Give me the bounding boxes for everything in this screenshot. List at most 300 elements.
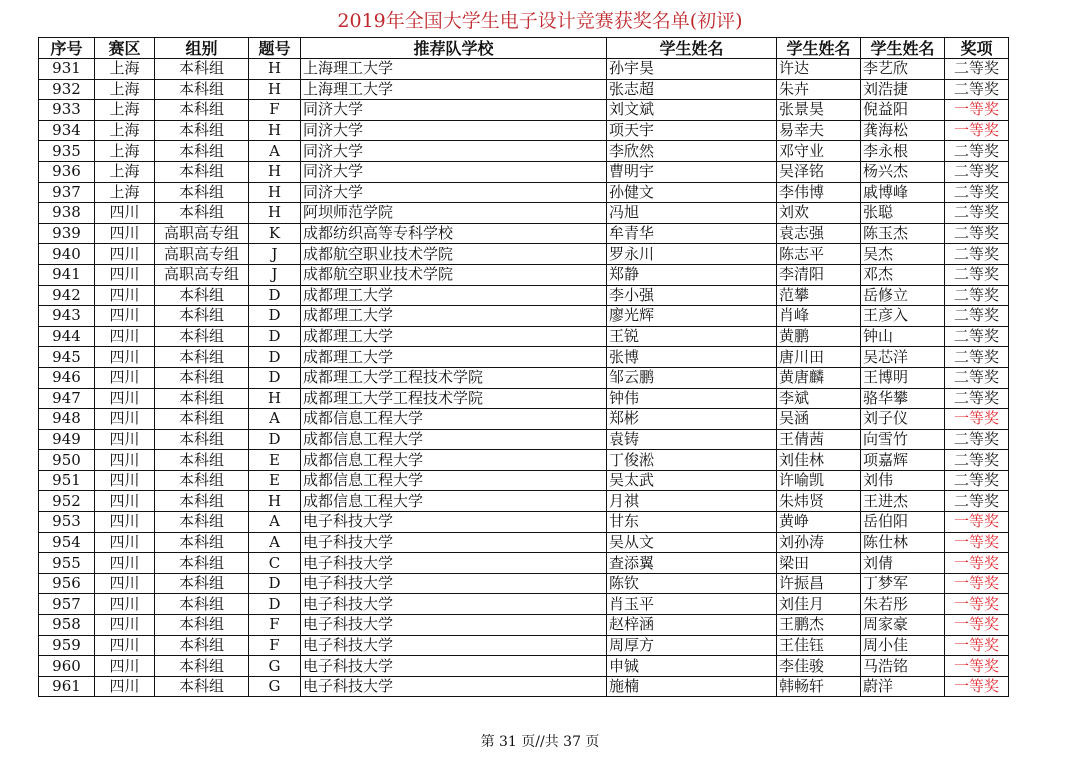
table-row	[39, 223, 1009, 244]
cell-student-3: 邓杰	[861, 264, 945, 285]
cell-student-1: 邹云鹏	[607, 367, 777, 388]
cell-problem: H	[249, 59, 301, 80]
cell-prize: 二等奖	[945, 367, 1009, 388]
cell-student-3: 钟山	[861, 326, 945, 347]
table-row	[39, 491, 1009, 512]
cell-student-2: 张景昊	[777, 100, 861, 121]
header-cell-school: 推荐队学校	[301, 38, 607, 59]
header-cell-student-2: 学生姓名	[777, 38, 861, 59]
cell-serial: 940	[39, 244, 95, 265]
cell-school: 成都信息工程大学	[301, 491, 607, 512]
cell-student-3: 倪益阳	[861, 100, 945, 121]
cell-student-2: 黄唐麟	[777, 367, 861, 388]
cell-region: 四川	[95, 450, 155, 471]
cell-student-2: 许达	[777, 59, 861, 80]
cell-school: 成都理工大学	[301, 347, 607, 368]
cell-student-1: 罗永川	[607, 244, 777, 265]
cell-student-3: 王进杰	[861, 491, 945, 512]
cell-prize: 二等奖	[945, 470, 1009, 491]
cell-group: 高职高专组	[155, 264, 249, 285]
cell-prize: 二等奖	[945, 79, 1009, 100]
cell-serial: 958	[39, 615, 95, 636]
cell-student-2: 李佳骏	[777, 656, 861, 677]
cell-school: 同济大学	[301, 161, 607, 182]
cell-group: 本科组	[155, 532, 249, 553]
cell-region: 上海	[95, 59, 155, 80]
cell-prize: 一等奖	[945, 409, 1009, 430]
cell-region: 四川	[95, 409, 155, 430]
cell-group: 本科组	[155, 367, 249, 388]
cell-student-3: 朱若彤	[861, 594, 945, 615]
cell-school: 电子科技大学	[301, 676, 607, 697]
table-row	[39, 635, 1009, 656]
header-cell-problem: 题号	[249, 38, 301, 59]
cell-student-3: 龚海松	[861, 120, 945, 141]
cell-group: 本科组	[155, 491, 249, 512]
table-row	[39, 429, 1009, 450]
cell-student-1: 张志超	[607, 79, 777, 100]
cell-student-1: 郑彬	[607, 409, 777, 430]
cell-student-1: 李小强	[607, 285, 777, 306]
cell-problem: F	[249, 615, 301, 636]
cell-group: 本科组	[155, 326, 249, 347]
table-row	[39, 367, 1009, 388]
cell-region: 四川	[95, 635, 155, 656]
cell-student-1: 曹明宇	[607, 161, 777, 182]
cell-group: 本科组	[155, 512, 249, 533]
cell-student-3: 岳伯阳	[861, 512, 945, 533]
cell-region: 四川	[95, 388, 155, 409]
cell-group: 本科组	[155, 429, 249, 450]
cell-group: 本科组	[155, 182, 249, 203]
cell-student-2: 黄鹏	[777, 326, 861, 347]
cell-student-2: 王佳钰	[777, 635, 861, 656]
cell-student-3: 骆华攀	[861, 388, 945, 409]
cell-school: 成都理工大学	[301, 326, 607, 347]
cell-problem: A	[249, 532, 301, 553]
cell-group: 本科组	[155, 553, 249, 574]
table-row	[39, 388, 1009, 409]
cell-student-1: 孙健文	[607, 182, 777, 203]
cell-student-1: 陈钦	[607, 573, 777, 594]
cell-problem: D	[249, 347, 301, 368]
cell-student-3: 李艺欣	[861, 59, 945, 80]
cell-student-1: 吴从文	[607, 532, 777, 553]
table-row	[39, 100, 1009, 121]
cell-student-1: 郑静	[607, 264, 777, 285]
cell-problem: D	[249, 594, 301, 615]
cell-region: 四川	[95, 615, 155, 636]
cell-prize: 一等奖	[945, 100, 1009, 121]
cell-student-3: 吴芯洋	[861, 347, 945, 368]
cell-school: 电子科技大学	[301, 656, 607, 677]
cell-problem: D	[249, 326, 301, 347]
cell-student-2: 刘佳林	[777, 450, 861, 471]
cell-student-2: 黄峥	[777, 512, 861, 533]
cell-prize: 一等奖	[945, 532, 1009, 553]
cell-problem: A	[249, 141, 301, 162]
cell-serial: 939	[39, 223, 95, 244]
cell-region: 四川	[95, 223, 155, 244]
cell-student-1: 孙宇昊	[607, 59, 777, 80]
cell-student-3: 周家豪	[861, 615, 945, 636]
cell-region: 上海	[95, 100, 155, 121]
cell-prize: 一等奖	[945, 573, 1009, 594]
cell-prize: 一等奖	[945, 656, 1009, 677]
cell-student-3: 王博明	[861, 367, 945, 388]
cell-serial: 941	[39, 264, 95, 285]
cell-student-3: 戚博峰	[861, 182, 945, 203]
cell-serial: 954	[39, 532, 95, 553]
table-row	[39, 182, 1009, 203]
cell-group: 本科组	[155, 594, 249, 615]
cell-serial: 932	[39, 79, 95, 100]
table-row	[39, 59, 1009, 80]
cell-serial: 936	[39, 161, 95, 182]
cell-student-2: 刘欢	[777, 203, 861, 224]
cell-student-3: 刘伟	[861, 470, 945, 491]
cell-problem: D	[249, 367, 301, 388]
table-row	[39, 512, 1009, 533]
cell-region: 上海	[95, 120, 155, 141]
cell-group: 本科组	[155, 285, 249, 306]
cell-school: 电子科技大学	[301, 615, 607, 636]
header-cell-group: 组别	[155, 38, 249, 59]
cell-problem: G	[249, 656, 301, 677]
cell-problem: C	[249, 553, 301, 574]
cell-prize: 二等奖	[945, 306, 1009, 327]
cell-region: 四川	[95, 676, 155, 697]
cell-school: 阿坝师范学院	[301, 203, 607, 224]
cell-student-3: 刘子仪	[861, 409, 945, 430]
cell-student-3: 周小佳	[861, 635, 945, 656]
cell-prize: 一等奖	[945, 615, 1009, 636]
table-row	[39, 409, 1009, 430]
cell-region: 四川	[95, 512, 155, 533]
cell-student-2: 肖峰	[777, 306, 861, 327]
cell-student-2: 吴泽铭	[777, 161, 861, 182]
cell-region: 四川	[95, 347, 155, 368]
cell-student-2: 邓守业	[777, 141, 861, 162]
cell-region: 上海	[95, 182, 155, 203]
table-row	[39, 532, 1009, 553]
cell-student-1: 申铖	[607, 656, 777, 677]
award-table	[38, 37, 1009, 697]
cell-region: 四川	[95, 656, 155, 677]
cell-group: 本科组	[155, 79, 249, 100]
cell-school: 上海理工大学	[301, 59, 607, 80]
cell-student-1: 施楠	[607, 676, 777, 697]
header-row	[39, 38, 1009, 59]
cell-prize: 一等奖	[945, 553, 1009, 574]
cell-student-3: 陈仕林	[861, 532, 945, 553]
header-cell-student-1: 学生姓名	[607, 38, 777, 59]
cell-school: 同济大学	[301, 120, 607, 141]
cell-student-2: 刘孙涛	[777, 532, 861, 553]
cell-student-1: 赵梓涵	[607, 615, 777, 636]
cell-serial: 948	[39, 409, 95, 430]
table-row	[39, 141, 1009, 162]
cell-school: 同济大学	[301, 182, 607, 203]
cell-school: 成都纺织高等专科学校	[301, 223, 607, 244]
cell-problem: E	[249, 450, 301, 471]
cell-group: 本科组	[155, 409, 249, 430]
table-row	[39, 656, 1009, 677]
cell-group: 本科组	[155, 161, 249, 182]
cell-prize: 二等奖	[945, 347, 1009, 368]
cell-prize: 二等奖	[945, 161, 1009, 182]
cell-problem: J	[249, 264, 301, 285]
cell-region: 上海	[95, 79, 155, 100]
cell-serial: 931	[39, 59, 95, 80]
table-row	[39, 594, 1009, 615]
cell-student-2: 李斌	[777, 388, 861, 409]
cell-school: 成都信息工程大学	[301, 470, 607, 491]
cell-student-3: 项嘉辉	[861, 450, 945, 471]
cell-student-1: 牟青华	[607, 223, 777, 244]
cell-prize: 一等奖	[945, 594, 1009, 615]
cell-student-1: 冯旭	[607, 203, 777, 224]
cell-group: 本科组	[155, 203, 249, 224]
cell-serial: 959	[39, 635, 95, 656]
cell-problem: G	[249, 676, 301, 697]
cell-problem: H	[249, 79, 301, 100]
cell-problem: A	[249, 409, 301, 430]
cell-student-3: 刘倩	[861, 553, 945, 574]
cell-student-2: 陈志平	[777, 244, 861, 265]
cell-problem: H	[249, 120, 301, 141]
cell-school: 电子科技大学	[301, 512, 607, 533]
cell-prize: 二等奖	[945, 203, 1009, 224]
cell-school: 成都理工大学	[301, 306, 607, 327]
cell-school: 成都航空职业技术学院	[301, 264, 607, 285]
cell-student-1: 刘文斌	[607, 100, 777, 121]
cell-problem: H	[249, 161, 301, 182]
cell-student-3: 向雪竹	[861, 429, 945, 450]
cell-problem: H	[249, 388, 301, 409]
cell-school: 成都理工大学工程技术学院	[301, 388, 607, 409]
cell-student-2: 刘佳月	[777, 594, 861, 615]
cell-serial: 935	[39, 141, 95, 162]
cell-student-2: 梁田	[777, 553, 861, 574]
cell-student-3: 杨兴杰	[861, 161, 945, 182]
cell-prize: 二等奖	[945, 141, 1009, 162]
cell-student-2: 李伟博	[777, 182, 861, 203]
cell-problem: F	[249, 100, 301, 121]
cell-student-3: 蔚洋	[861, 676, 945, 697]
cell-student-1: 袁铸	[607, 429, 777, 450]
cell-region: 四川	[95, 553, 155, 574]
cell-group: 本科组	[155, 388, 249, 409]
cell-serial: 952	[39, 491, 95, 512]
cell-serial: 937	[39, 182, 95, 203]
cell-student-3: 李永根	[861, 141, 945, 162]
cell-student-2: 韩畅轩	[777, 676, 861, 697]
cell-student-1: 项天宇	[607, 120, 777, 141]
cell-student-3: 丁梦军	[861, 573, 945, 594]
cell-group: 本科组	[155, 450, 249, 471]
cell-student-3: 刘浩捷	[861, 79, 945, 100]
cell-serial: 946	[39, 367, 95, 388]
cell-region: 四川	[95, 367, 155, 388]
cell-student-3: 陈玉杰	[861, 223, 945, 244]
cell-problem: F	[249, 635, 301, 656]
cell-group: 本科组	[155, 615, 249, 636]
cell-student-3: 张聪	[861, 203, 945, 224]
cell-student-2: 李清阳	[777, 264, 861, 285]
table-row	[39, 244, 1009, 265]
cell-problem: E	[249, 470, 301, 491]
cell-school: 同济大学	[301, 100, 607, 121]
cell-serial: 934	[39, 120, 95, 141]
cell-serial: 953	[39, 512, 95, 533]
table-body	[39, 59, 1009, 697]
cell-group: 本科组	[155, 635, 249, 656]
cell-region: 四川	[95, 244, 155, 265]
cell-school: 成都航空职业技术学院	[301, 244, 607, 265]
table-row	[39, 161, 1009, 182]
page-footer: 第 31 页//共 37 页	[480, 734, 600, 750]
cell-region: 四川	[95, 285, 155, 306]
cell-student-2: 唐川田	[777, 347, 861, 368]
table-row	[39, 306, 1009, 327]
table-row	[39, 450, 1009, 471]
cell-student-2: 范攀	[777, 285, 861, 306]
cell-prize: 二等奖	[945, 450, 1009, 471]
cell-prize: 二等奖	[945, 491, 1009, 512]
cell-region: 上海	[95, 161, 155, 182]
cell-serial: 950	[39, 450, 95, 471]
cell-student-3: 吴杰	[861, 244, 945, 265]
cell-school: 同济大学	[301, 141, 607, 162]
cell-serial: 951	[39, 470, 95, 491]
cell-prize: 二等奖	[945, 244, 1009, 265]
table-row	[39, 79, 1009, 100]
cell-group: 本科组	[155, 100, 249, 121]
cell-prize: 二等奖	[945, 59, 1009, 80]
cell-serial: 960	[39, 656, 95, 677]
cell-student-1: 王锐	[607, 326, 777, 347]
cell-prize: 一等奖	[945, 676, 1009, 697]
cell-student-2: 许振昌	[777, 573, 861, 594]
cell-region: 四川	[95, 491, 155, 512]
cell-prize: 二等奖	[945, 326, 1009, 347]
cell-school: 成都信息工程大学	[301, 429, 607, 450]
cell-serial: 938	[39, 203, 95, 224]
cell-prize: 二等奖	[945, 285, 1009, 306]
cell-prize: 一等奖	[945, 512, 1009, 533]
cell-problem: D	[249, 573, 301, 594]
cell-region: 四川	[95, 429, 155, 450]
cell-student-1: 丁俊淞	[607, 450, 777, 471]
cell-region: 四川	[95, 264, 155, 285]
cell-school: 电子科技大学	[301, 532, 607, 553]
table-row	[39, 264, 1009, 285]
cell-school: 成都理工大学	[301, 285, 607, 306]
cell-student-2: 朱卉	[777, 79, 861, 100]
cell-student-1: 钟伟	[607, 388, 777, 409]
cell-serial: 955	[39, 553, 95, 574]
cell-group: 本科组	[155, 347, 249, 368]
cell-group: 本科组	[155, 573, 249, 594]
cell-student-1: 查添翼	[607, 553, 777, 574]
header-cell-student-3: 学生姓名	[861, 38, 945, 59]
cell-student-1: 甘东	[607, 512, 777, 533]
header-cell-prize: 奖项	[945, 38, 1009, 59]
table-row	[39, 203, 1009, 224]
table-row	[39, 326, 1009, 347]
cell-serial: 945	[39, 347, 95, 368]
cell-student-1: 肖玉平	[607, 594, 777, 615]
cell-region: 四川	[95, 573, 155, 594]
cell-group: 高职高专组	[155, 223, 249, 244]
table-row	[39, 120, 1009, 141]
cell-student-3: 岳修立	[861, 285, 945, 306]
cell-student-1: 周厚方	[607, 635, 777, 656]
cell-serial: 942	[39, 285, 95, 306]
cell-school: 成都信息工程大学	[301, 450, 607, 471]
cell-group: 本科组	[155, 120, 249, 141]
cell-serial: 947	[39, 388, 95, 409]
table-row	[39, 676, 1009, 697]
cell-problem: D	[249, 306, 301, 327]
cell-school: 上海理工大学	[301, 79, 607, 100]
cell-serial: 956	[39, 573, 95, 594]
cell-serial: 957	[39, 594, 95, 615]
cell-serial: 961	[39, 676, 95, 697]
cell-prize: 二等奖	[945, 264, 1009, 285]
cell-problem: H	[249, 203, 301, 224]
header-cell-region: 赛区	[95, 38, 155, 59]
table-row	[39, 553, 1009, 574]
cell-student-3: 王彦入	[861, 306, 945, 327]
table-row	[39, 285, 1009, 306]
table-row	[39, 573, 1009, 594]
cell-region: 四川	[95, 470, 155, 491]
cell-problem: D	[249, 285, 301, 306]
cell-school: 电子科技大学	[301, 635, 607, 656]
cell-problem: H	[249, 182, 301, 203]
cell-region: 四川	[95, 203, 155, 224]
cell-student-1: 吴太武	[607, 470, 777, 491]
page-title: 2019年全国大学生电子设计竞赛获奖名单(初评)	[337, 10, 743, 32]
cell-serial: 944	[39, 326, 95, 347]
cell-prize: 一等奖	[945, 635, 1009, 656]
cell-region: 上海	[95, 141, 155, 162]
cell-prize: 二等奖	[945, 182, 1009, 203]
cell-student-1: 廖光辉	[607, 306, 777, 327]
cell-student-2: 王倩茜	[777, 429, 861, 450]
header-cell-serial: 序号	[39, 38, 95, 59]
cell-school: 电子科技大学	[301, 553, 607, 574]
cell-problem: H	[249, 491, 301, 512]
cell-prize: 一等奖	[945, 120, 1009, 141]
cell-serial: 933	[39, 100, 95, 121]
cell-school: 电子科技大学	[301, 573, 607, 594]
table-row	[39, 347, 1009, 368]
cell-student-2: 朱炜贤	[777, 491, 861, 512]
cell-problem: A	[249, 512, 301, 533]
cell-student-2: 袁志强	[777, 223, 861, 244]
cell-student-1: 张博	[607, 347, 777, 368]
cell-student-2: 许喻凯	[777, 470, 861, 491]
cell-school: 电子科技大学	[301, 594, 607, 615]
cell-school: 成都信息工程大学	[301, 409, 607, 430]
cell-prize: 二等奖	[945, 429, 1009, 450]
cell-region: 四川	[95, 306, 155, 327]
cell-group: 本科组	[155, 59, 249, 80]
cell-problem: J	[249, 244, 301, 265]
